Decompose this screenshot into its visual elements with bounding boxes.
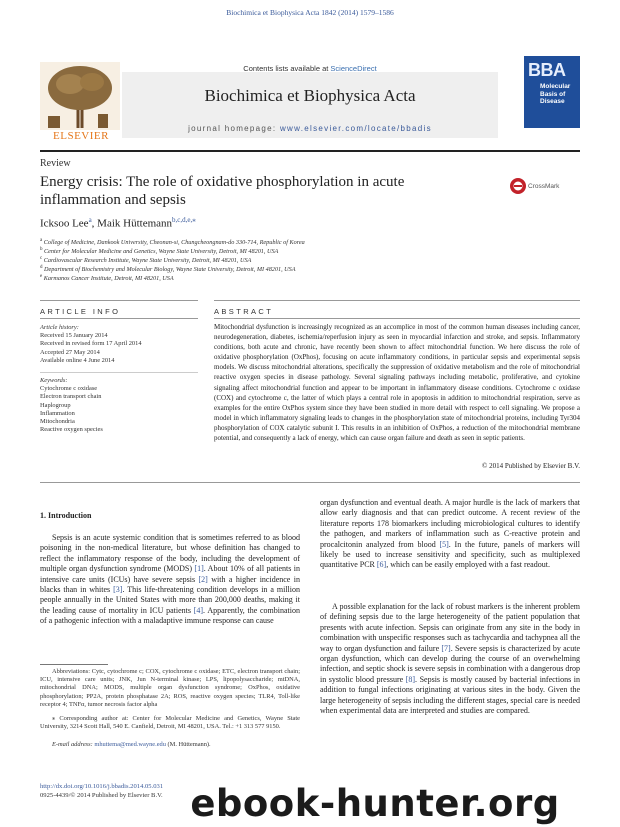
keyword-item[interactable]: Mitochondria: [40, 418, 75, 426]
history-item: Received in revised form 17 April 2014: [40, 340, 142, 348]
doi-link[interactable]: http://dx.doi.org/10.1016/j.bbadis.2014.05.031: [40, 783, 164, 790]
corresponding-footnote: ⁎ Corresponding author at: Center for Molecular Medicine and Genetics, Wayne State University, 3214 Scott Hall, 540 E. Canfield, Detroit, MI 48201, USA. Tel.: +1 313 577 9150.: [40, 715, 300, 731]
keyword-item[interactable]: Cytochrome c oxidase: [40, 385, 98, 393]
author-name[interactable]: Icksoo Lee: [40, 217, 89, 230]
homepage-link[interactable]: www.elsevier.com/locate/bbadis: [279, 124, 432, 133]
author-affil-mark: a: [88, 216, 92, 224]
author-name[interactable]: Maik Hüttemann: [97, 217, 173, 230]
abstract-copyright: © 2014 Published by Elsevier B.V.: [482, 462, 580, 470]
affiliation: $^c$ Cardiovascular Research Institute, Wayne State University, Detroit, MI 48201, USA: [40, 256, 252, 265]
homepage-prefix: journal homepage:: [188, 124, 280, 133]
keyword-item[interactable]: Inflammation: [40, 409, 75, 417]
article-info-heading: ARTICLE INFO: [40, 307, 121, 316]
abstract-heading: ABSTRACT: [214, 307, 274, 316]
intro-left-paragraph: Sepsis is an acute systemic condition that is sometimes referred to as blood poisoning in the non-medical literature, but whose definition has changed to reflect the inflammatory response of the body, including the development of multiple organ dysfunction syndrome (MODS) [1]. About 10% of all patients in intensive care units (ICUs) have severe sepsis [2] with a higher incidence in blacks than in whites [3]. This life-threatening condition develops in a million people annually in the United States with more than 200,000 deaths, making it the leading cause of mortality in ICU patients [4]. Apparently, the combination of a pathogenic infection with a maladaptive immune response can cause: [40, 533, 300, 626]
watermark-text: ebook-hunter.org: [190, 782, 560, 825]
section-rule: [40, 482, 580, 483]
footnote-divider: [40, 664, 108, 665]
contents-line: [200, 64, 420, 73]
section-rule: [40, 372, 198, 373]
journal-citation[interactable]: Biochimica et Biophysica Acta 1842 (2014) 1579–1586: [226, 8, 394, 17]
corresponding-author-mark[interactable]: ⁎: [192, 216, 196, 224]
intro-right-paragraph: organ dysfunction and eventual death. A major hurdle is the lack of markers that allow early diagnosis and that can predict outcome. A recent review of the literature reports 178 biomarkers including microbiological cultures to identify the pathogen, and markers of inflammation such as C-reactive protein and procalcitonin analyzed from blood [5]. In the future, panels of markers will likely be used to increase sensitivity and specificity, such as multiplexed quantitative PCR [6], which can be easily employed with a fast readout.: [320, 498, 580, 570]
crossmark-icon: [508, 177, 528, 195]
crossmark-label: CrossMark: [528, 183, 560, 190]
article-type: Review: [40, 158, 71, 169]
reference-link[interactable]: [3]: [113, 585, 123, 595]
article-history: [40, 324, 198, 365]
reference-link[interactable]: [5]: [439, 539, 449, 549]
affiliation: $^d$ Department of Biochemistry and Molecular Biology, Wayne State University, Detroit, MI 48201, USA: [40, 265, 296, 274]
history-label: Article history:: [40, 324, 79, 331]
abbreviations-footnote: Abbreviations: Cytc, cytochrome c; COX, cytochrome c oxidase; ETC, electron transport chain; ICU, intensive care units; JNK, Jun N-terminal kinase; LPS, lipopolysaccharide; mtDNA, mitochondrial DNA; MODS, multiple organ dysfunction syndrome; OxPhos, oxidative phosphorylation; PP2A, protein phosphatase 2A; ROS, reactive oxygen species; TLR4, Toll-like receptor 4; TNFα, tumor necrosis factor alpha: [40, 668, 300, 708]
author-affil-mark: b,c,d,e,: [172, 216, 193, 224]
keyword-item[interactable]: Reactive oxygen species: [40, 426, 103, 434]
section-rule: [40, 318, 198, 319]
email-suffix: (M. Hüttemann).: [165, 741, 211, 748]
header-divider: [40, 150, 580, 152]
journal-homepage: [150, 124, 470, 133]
keyword-item[interactable]: Haplogroup: [40, 401, 71, 409]
author-list: [40, 216, 196, 230]
abstract-text: Mitochondrial dysfunction is increasingly recognized as an accomplice in most of the common human diseases including cancer, neurodegeneration, diabetes, ischemia/reperfusion injury as seen in myocardial infarction and stroke, and sepsis. Inflammatory conditions, both acute and chronic, have recently been shown to affect mitochondrial function. We here discuss the role of oxidative phosphorylation (OxPhos), focusing on acute inflammatory conditions, in particular sepsis and experimental sepsis models. We discuss mitochondrial alterations, specifically the suppression of oxidative metabolism and the role of mitochondrial reactive oxygen species in disease pathology. Several signaling pathways including metabolic, proliferative, and cytokine signaling affect mitochondrial function and appear to be important in inflammatory disease conditions. Cytochrome c oxidase (COX) and cytochrome c, the latter of which plays a central role in apoptosis in addition to mitochondrial respiration, serve as examples for the entire OxPhos system since they have been studied in more detail with respect to cell signaling. We propose a model in which inflammatory signaling leads to changes in the phosphorylation state of mitochondrial proteins, including Tyr304 phosphorylation of COX catalytic subunit I. This results in an inhibition of OxPhos, a reduction of the mitochondrial membrane potential, and consequently a lack of energy, which can cause organ failure and death as seen in septic patients.: [214, 323, 580, 443]
reference-link[interactable]: [1]: [194, 564, 204, 574]
history-item: Accepted 27 May 2014: [40, 348, 100, 356]
reference-link[interactable]: [2]: [198, 574, 208, 584]
journal-title: Biochimica et Biophysica Acta: [204, 86, 416, 105]
affiliation: $^a$ College of Medicine, Dankook University, Cheonan-si, Chungcheongnam-do 330-714, Republic of Korea: [40, 238, 305, 247]
issn-line: 0925-4439/© 2014 Published by Elsevier B.V.: [40, 791, 163, 799]
publisher-name: ELSEVIER: [53, 130, 109, 142]
keyword-item[interactable]: Electron transport chain: [40, 393, 102, 401]
author-separator: ,: [91, 217, 98, 230]
reference-link[interactable]: [7]: [441, 643, 451, 653]
email-link[interactable]: mhuttema@med.wayne.edu: [94, 741, 166, 748]
section-rule: [214, 300, 580, 301]
history-item: Available online 4 June 2014: [40, 356, 115, 364]
reference-link[interactable]: [6]: [376, 560, 387, 570]
section-heading: 1. Introduction: [40, 511, 92, 520]
article-title: Energy crisis: The role of oxidative phosphorylation in acute inflammation and sepsis: [40, 174, 405, 208]
cover-subtitle: Molecular Basis of Disease: [540, 83, 571, 105]
affiliation: $^b$ Center for Molecular Medicine and Genetics, Wayne State University, Detroit, MI 48201, USA: [40, 247, 279, 256]
sciencedirect-link[interactable]: ScienceDirect: [330, 64, 377, 73]
section-rule: [40, 300, 198, 301]
history-item: Received 15 January 2014: [40, 332, 108, 340]
email-label: E-mail address:: [52, 741, 95, 748]
reference-link[interactable]: [8]: [405, 674, 416, 684]
affiliation: $^e$ Karmanos Cancer Institute, Detroit, MI 48201, USA: [40, 274, 174, 283]
reference-link[interactable]: [4]: [193, 605, 204, 615]
intro-right-paragraph: A possible explanation for the lack of robust markers is the inherent problem of defining sepsis due to the large heterogeneity of the patient population that presents with acute infection. Sepsis can originate from any site in the body in combination with unspecific responses such as tachycardia and tachypnea all the way to organ dysfunction and failure [7]. Severe sepsis is characterized by acute organ dysfunction, which can develop during the course of an overwhelming infection, and septic shock is severe sepsis in combination with a dangerous drop in systolic blood pressure [8]. Sepsis is mostly caused by bacterial infections in addition to fungal infections originating at various sites in the body. Given the large heterogeneity of sepsis including the different stages, special care is needed when experimental data are interpreted and studies are compared.: [320, 602, 581, 716]
cover-title: BBA: [528, 60, 566, 80]
section-rule: [214, 318, 580, 319]
keywords-list: [40, 377, 198, 434]
email-footnote: [52, 741, 300, 749]
contents-prefix: Contents lists available at: [243, 64, 329, 73]
keywords-label: Keywords:: [40, 377, 68, 384]
